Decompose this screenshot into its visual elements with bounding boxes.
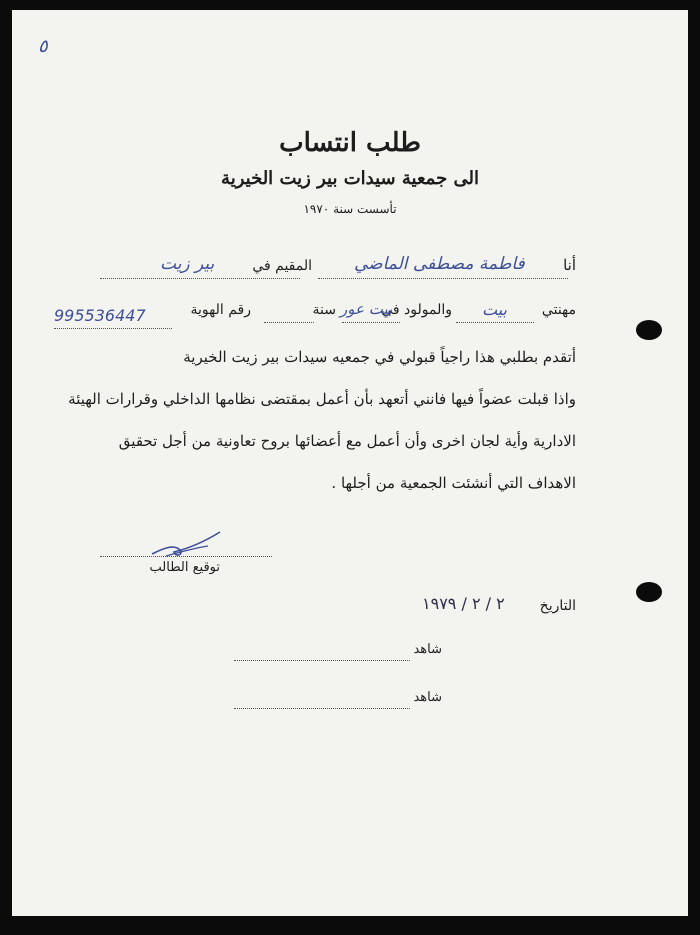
document-page [12,10,688,916]
witness-1-label: شاهد [413,642,442,657]
residence-label: المقيم في [252,258,312,274]
name-label: أنا [563,256,576,274]
witness-2-dotted-line [234,708,410,709]
body-line-3: الادارية وأية لجان اخرى وأن أعمل مع أعضائها بروح تعاونية من أجل تحقيق [118,432,576,450]
applicant-signature [146,526,226,562]
founded-year: تأسست سنة ١٩٧٠ [303,202,397,216]
born-label: والمولود في [381,302,452,318]
punch-hole-bottom [636,582,662,602]
date-handwritten: ٢ / ٢ / ١٩٧٩ [422,594,505,613]
job-dotted-line [456,322,534,323]
birthplace-dotted-line [342,322,400,323]
year-label: سنة [312,302,336,318]
body-line-4: الاهداف التي أنشئت الجمعية من أجلها . [331,474,576,492]
name-dotted-line [318,278,568,279]
id-dotted-line [54,328,172,329]
id-handwritten: 995536447 [54,306,146,325]
birthplace-handwritten: بيت عور [340,300,393,318]
residence-dotted-line [100,278,300,279]
corner-note: ٥ [38,36,48,57]
job-handwritten: بيت [482,300,507,319]
punch-hole-top [636,320,662,340]
witness-2-label: شاهد [413,690,442,705]
date-label: التاريخ [539,598,576,614]
body-line-2: واذا قبلت عضواً فيها فانني أتعهد بأن أعمل بمقتضى نظامها الداخلي وقرارات الهيئة [68,390,576,408]
body-line-1: أتقدم بطلبي هذا راجياً قبولي في جمعيه سيدات بير زيت الخيرية [183,348,576,366]
witness-1-dotted-line [234,660,410,661]
residence-handwritten: بير زيت [160,254,215,274]
form-title: طلب انتساب [279,128,421,158]
year-dotted-line [264,322,314,323]
organization-name: الى جمعية سيدات بير زيت الخيرية [221,168,479,189]
id-label: رقم الهوية [190,302,251,318]
name-handwritten: فاطمة مصطفى الماضي [354,254,525,274]
signature-label: توقيع الطالب [149,560,220,575]
job-label: مهنتي [541,302,576,318]
